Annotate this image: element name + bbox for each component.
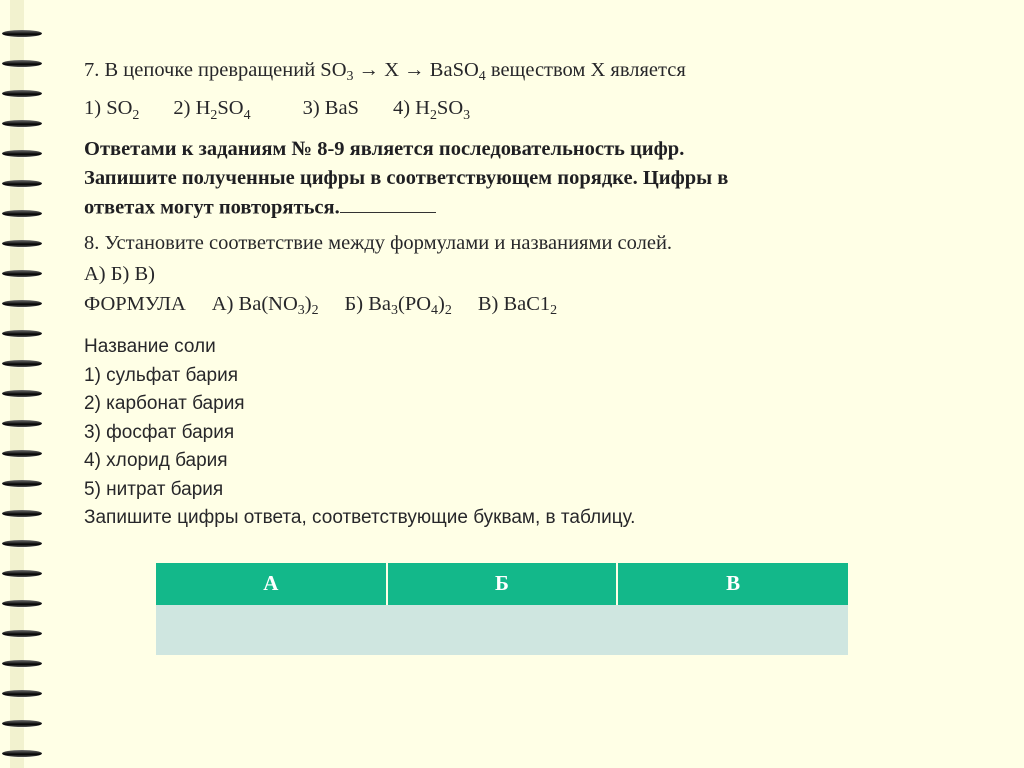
- binding-ring: [2, 420, 42, 427]
- answer-blank: [340, 193, 436, 213]
- binding-ring: [2, 120, 42, 127]
- option-4-sub2: 3: [463, 107, 471, 123]
- question-8-text: 8. Установите соответствие между формулами и названиями солей.: [84, 232, 673, 255]
- binding-ring: [2, 210, 42, 217]
- binding-ring: [2, 300, 42, 307]
- binding-ring: [2, 750, 42, 757]
- formula-v-prefix: В) BaC1: [477, 292, 551, 315]
- answer-table-header-row: [156, 563, 848, 605]
- question-7-arrow: → X → BaSO: [353, 59, 479, 81]
- answer-table-header-b: Б: [387, 563, 618, 605]
- instruction-line-2: Запишите полученные цифры в соответствующем порядке. Цифры в: [84, 166, 729, 189]
- formula-b-prefix: Б) Ba: [344, 292, 392, 315]
- option-1-label: 1) SO: [84, 97, 133, 120]
- binding-ring: [2, 480, 42, 487]
- formula-label: ФОРМУЛА: [84, 292, 186, 315]
- binding-ring: [2, 360, 42, 367]
- binding-ring: [2, 660, 42, 667]
- binding-ring: [2, 450, 42, 457]
- binding-ring: [2, 180, 42, 187]
- option-1-sub: 2: [132, 107, 140, 123]
- question-7-text: [84, 56, 974, 84]
- salt-option-1: 1) сульфат бария: [84, 364, 238, 386]
- instruction-line-1: Ответами к заданиям № 8-9 является последовательность цифр.: [84, 137, 685, 160]
- spiral-binding: [0, 0, 46, 768]
- instruction-line-3-text: ответах могут повторяться.: [84, 196, 340, 219]
- binding-ring: [2, 150, 42, 157]
- formula-a-sub1: 3: [297, 303, 305, 319]
- salt-option-3: 3) фосфат бария: [84, 421, 235, 443]
- answer-table-row: [156, 605, 848, 655]
- formula-b-mid2: ): [438, 292, 445, 315]
- question-7-suffix: веществом X является: [485, 59, 686, 81]
- salt-names-title: Название соли: [84, 336, 216, 358]
- binding-strip: [10, 0, 24, 768]
- option-4-mid: SO: [436, 97, 464, 120]
- salt-option-2: 2) карбонат бария: [84, 393, 245, 415]
- binding-ring: [2, 270, 42, 277]
- formula-b-mid: (PO: [398, 292, 432, 315]
- binding-ring: [2, 510, 42, 517]
- salt-option-5: 5) нитрат бария: [84, 478, 224, 500]
- answer-table-header-v: В: [617, 563, 848, 605]
- binding-ring: [2, 30, 42, 37]
- formula-a-prefix: А) Ba(NO: [211, 292, 298, 315]
- formula-b-sub3: 2: [444, 303, 452, 319]
- instruction-line-3: [84, 193, 974, 223]
- binding-ring: [2, 570, 42, 577]
- answer-cell-b[interactable]: [387, 605, 618, 655]
- option-2-sub2: 4: [243, 107, 251, 123]
- option-3-label: 3) BaS: [302, 97, 359, 120]
- binding-ring: [2, 600, 42, 607]
- binding-ring: [2, 720, 42, 727]
- binding-ring: [2, 90, 42, 97]
- question-7-sub2: 4: [478, 69, 486, 85]
- option-4-label: 4) H: [392, 97, 430, 120]
- binding-ring: [2, 690, 42, 697]
- formula-b-sub1: 3: [391, 303, 398, 319]
- formula-a-sub2: 2: [311, 303, 319, 319]
- binding-ring: [2, 630, 42, 637]
- binding-ring: [2, 540, 42, 547]
- question-7-options: [84, 94, 974, 122]
- binding-ring: [2, 330, 42, 337]
- question-7-prefix: 7. В цепочке превращений SO: [84, 59, 347, 81]
- question-7-sub1: 3: [346, 69, 354, 85]
- slide-content: [84, 56, 974, 655]
- formula-a-mid: ): [304, 292, 312, 315]
- salt-option-4: 4) хлорид бария: [84, 450, 228, 472]
- binding-ring: [2, 390, 42, 397]
- option-2-label: 2) H: [173, 97, 211, 120]
- question-8-formulas: [84, 290, 974, 318]
- question-8-letters: А) Б) В): [84, 262, 155, 285]
- formula-v-sub1: 2: [550, 303, 558, 319]
- option-4-sub: 2: [429, 107, 437, 123]
- formula-b-sub2: 4: [431, 303, 439, 319]
- slide-canvas: [46, 0, 1024, 768]
- answer-table: [156, 563, 848, 655]
- option-2-sub: 2: [210, 107, 218, 123]
- option-2-mid: SO: [217, 97, 244, 120]
- answer-cell-a[interactable]: [156, 605, 387, 655]
- answer-cell-v[interactable]: [617, 605, 848, 655]
- binding-ring: [2, 60, 42, 67]
- binding-ring: [2, 240, 42, 247]
- write-answer-instruction: Запишите цифры ответа, соответствующие буквам, в таблицу.: [84, 507, 636, 529]
- answer-table-header-a: А: [156, 563, 387, 605]
